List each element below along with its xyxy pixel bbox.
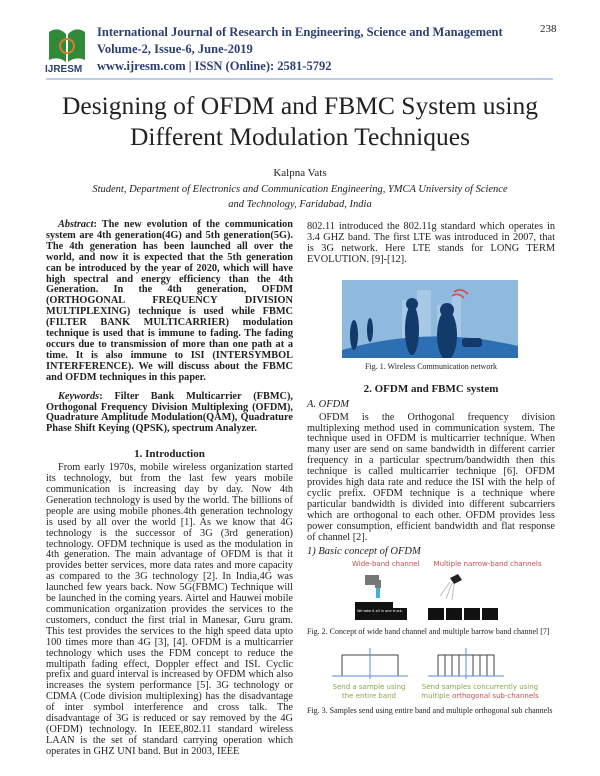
journal-volume: Volume-2, Issue-6, June-2019 [97, 42, 253, 56]
right-column [307, 220, 555, 758]
section2-subheading: A. OFDM [307, 398, 349, 410]
fig2-label-left: Wide-band channel [352, 559, 420, 568]
section2-text: OFDM is the Orthogonal frequency division multiplexing method used in communication system. The technique used in OFDM is multicarrier technique. When many user are send on same bandwidth in different carrier frequency in a particular spectrum/bandwidth then this technique is called multicarrier technique [6]. OFDM provides high data rate and reduce the ISI with the help of cyclic prefix. OFDM technique is a technique where particular bandwidth is divided into different subcarriers which are orthogonal to each other. OFDM provides less power consumption, efficient bandwidth and flat response of channel [2]. [307, 411, 555, 543]
fig2-truck-text: We take it all in one truck. [357, 608, 403, 613]
fig2-caption: Fig. 2. Concept of wide band channel and multiple barrow band channel [7] [307, 626, 550, 636]
intro-text: From early 1970s, mobile wireless organization started its technology, but from the last few years mobile communication is increasing day by day. Now 4th Generation technology is used by the world. The billions of people are using mobile phones.4th generation technology is used by all over the world [1]. As we know that 4G technology is the successor of 3G (3rd generation) technology. OFDM technique is used as the modulation in 4th generation. The main advantage of OFDM is that it provides better services, more data rates and more capacity as compared to the 3G technology [2]. In India,4G was launched few years back. Now 5G(FBMC) Technique will be launched in the coming years. Airtel and Hauwei mobile communication organization provides the services to the customers, conduct the first trial in Manesar, Guru gram. This test provides the services to the high speed data upto 100 times more than 4G [3], [4]. OFDM is a multicarrier technology which uses the FDM concept to reduce the multipath fading effect, Doppler effect and ISI. Cyclic prefix and guard interval is increased by OFDM which also increases the system performance [5]. 3G technology or CDMA (Code division multiplexing) has the disadvantage of inter symbol interference and cross talk. The disadvantage of 3G is reduced or say removed by the 4G (OFDM) technology. In IEEE,802.11 standard wireless LAAN is the set of standard carrying operation which operates in GHZ UNI band. But in 2003, IEEE [46, 462, 293, 757]
page-number: 238 [540, 23, 557, 35]
journal-site: www.ijresm.com | ISSN (Online): 2581-5792 [97, 59, 332, 73]
affiliation: Student, Department of Electronics and Communication Engineering, YMCA University of Science and Technology, Faridabad, India [92, 184, 508, 210]
left-column [46, 220, 293, 758]
intro-continued: 802.11 introduced the 802.11g standard which operates in 3.4 GHZ band. The first LTE was introduced in 2007, that is 3G network. Here LTE stands for LONG TERM EVOLUTION. [9]-[12]. [307, 221, 555, 265]
fig1-caption: Fig. 1. Wireless Communication network [365, 361, 497, 371]
section2-subsubheading: 1) Basic concept of OFDM [307, 545, 421, 557]
fig3-label-left: Send a sample using the entire band [332, 682, 406, 700]
fig3-labels [329, 683, 555, 701]
keywords-label: Keywords [58, 390, 100, 402]
paper-title: Designing of OFDM and FBMC System using Different Modulation Techniques [61, 91, 539, 151]
abstract: Abstract: The new evolution of the communication system are 4th generation(4G) and 5th generation(5G). The 4th generation has been launched all over the world, and now it is expected that the 5th generation can be introduced by the year of 2020, which will have high spectral and energy efficiency than the 4th Generation. In the 4th generation, OFDM (ORTHOGONAL FREQUENCY DIVISION MULTIPLEXING) technique is used while FBMC (FILTER BANK MULTICARRIER) modulation technique is used that is immune to fading. The fading occurs due to transmission of more than one path at a time. It is also immune to ISI (INTERSYMBOL INTERFERENCE). We will discuss about the FBMC and OFDM techniques in this paper. [46, 219, 293, 383]
keywords: Keywords: Filter Bank Multicarrier (FBMC), Orthogonal Frequency Division Multiplexing (OFDM), Quadrature Amplitude Modulation(QAM), Quadrature Phase Shift Keying (QPSK), spectrum Analyzer. [46, 390, 293, 435]
fig3-band-diagram [330, 643, 510, 681]
fig2-label-right: Multiple narrow-band channels [433, 559, 542, 568]
author: Kalpna Vats [273, 167, 327, 179]
fig3-label-right: Send samples concurrently using multiple orthogonal sub-channels [421, 682, 539, 700]
logo-text: IJRESM [45, 64, 83, 74]
journal-name: International Journal of Research in Engineering, Science and Management [97, 25, 503, 39]
section2-heading: 2. OFDM and FBMC system [363, 382, 499, 395]
abstract-label: Abstract [58, 219, 94, 230]
fig2-labels [352, 560, 555, 569]
fig2-channel-image [350, 570, 510, 625]
fig1-wireless-network-image [342, 280, 518, 358]
intro-heading: 1. Introduction [134, 448, 205, 461]
fig3-caption: Fig. 3. Samples send using entire band and multiple orthogonal sub channels [307, 705, 553, 715]
